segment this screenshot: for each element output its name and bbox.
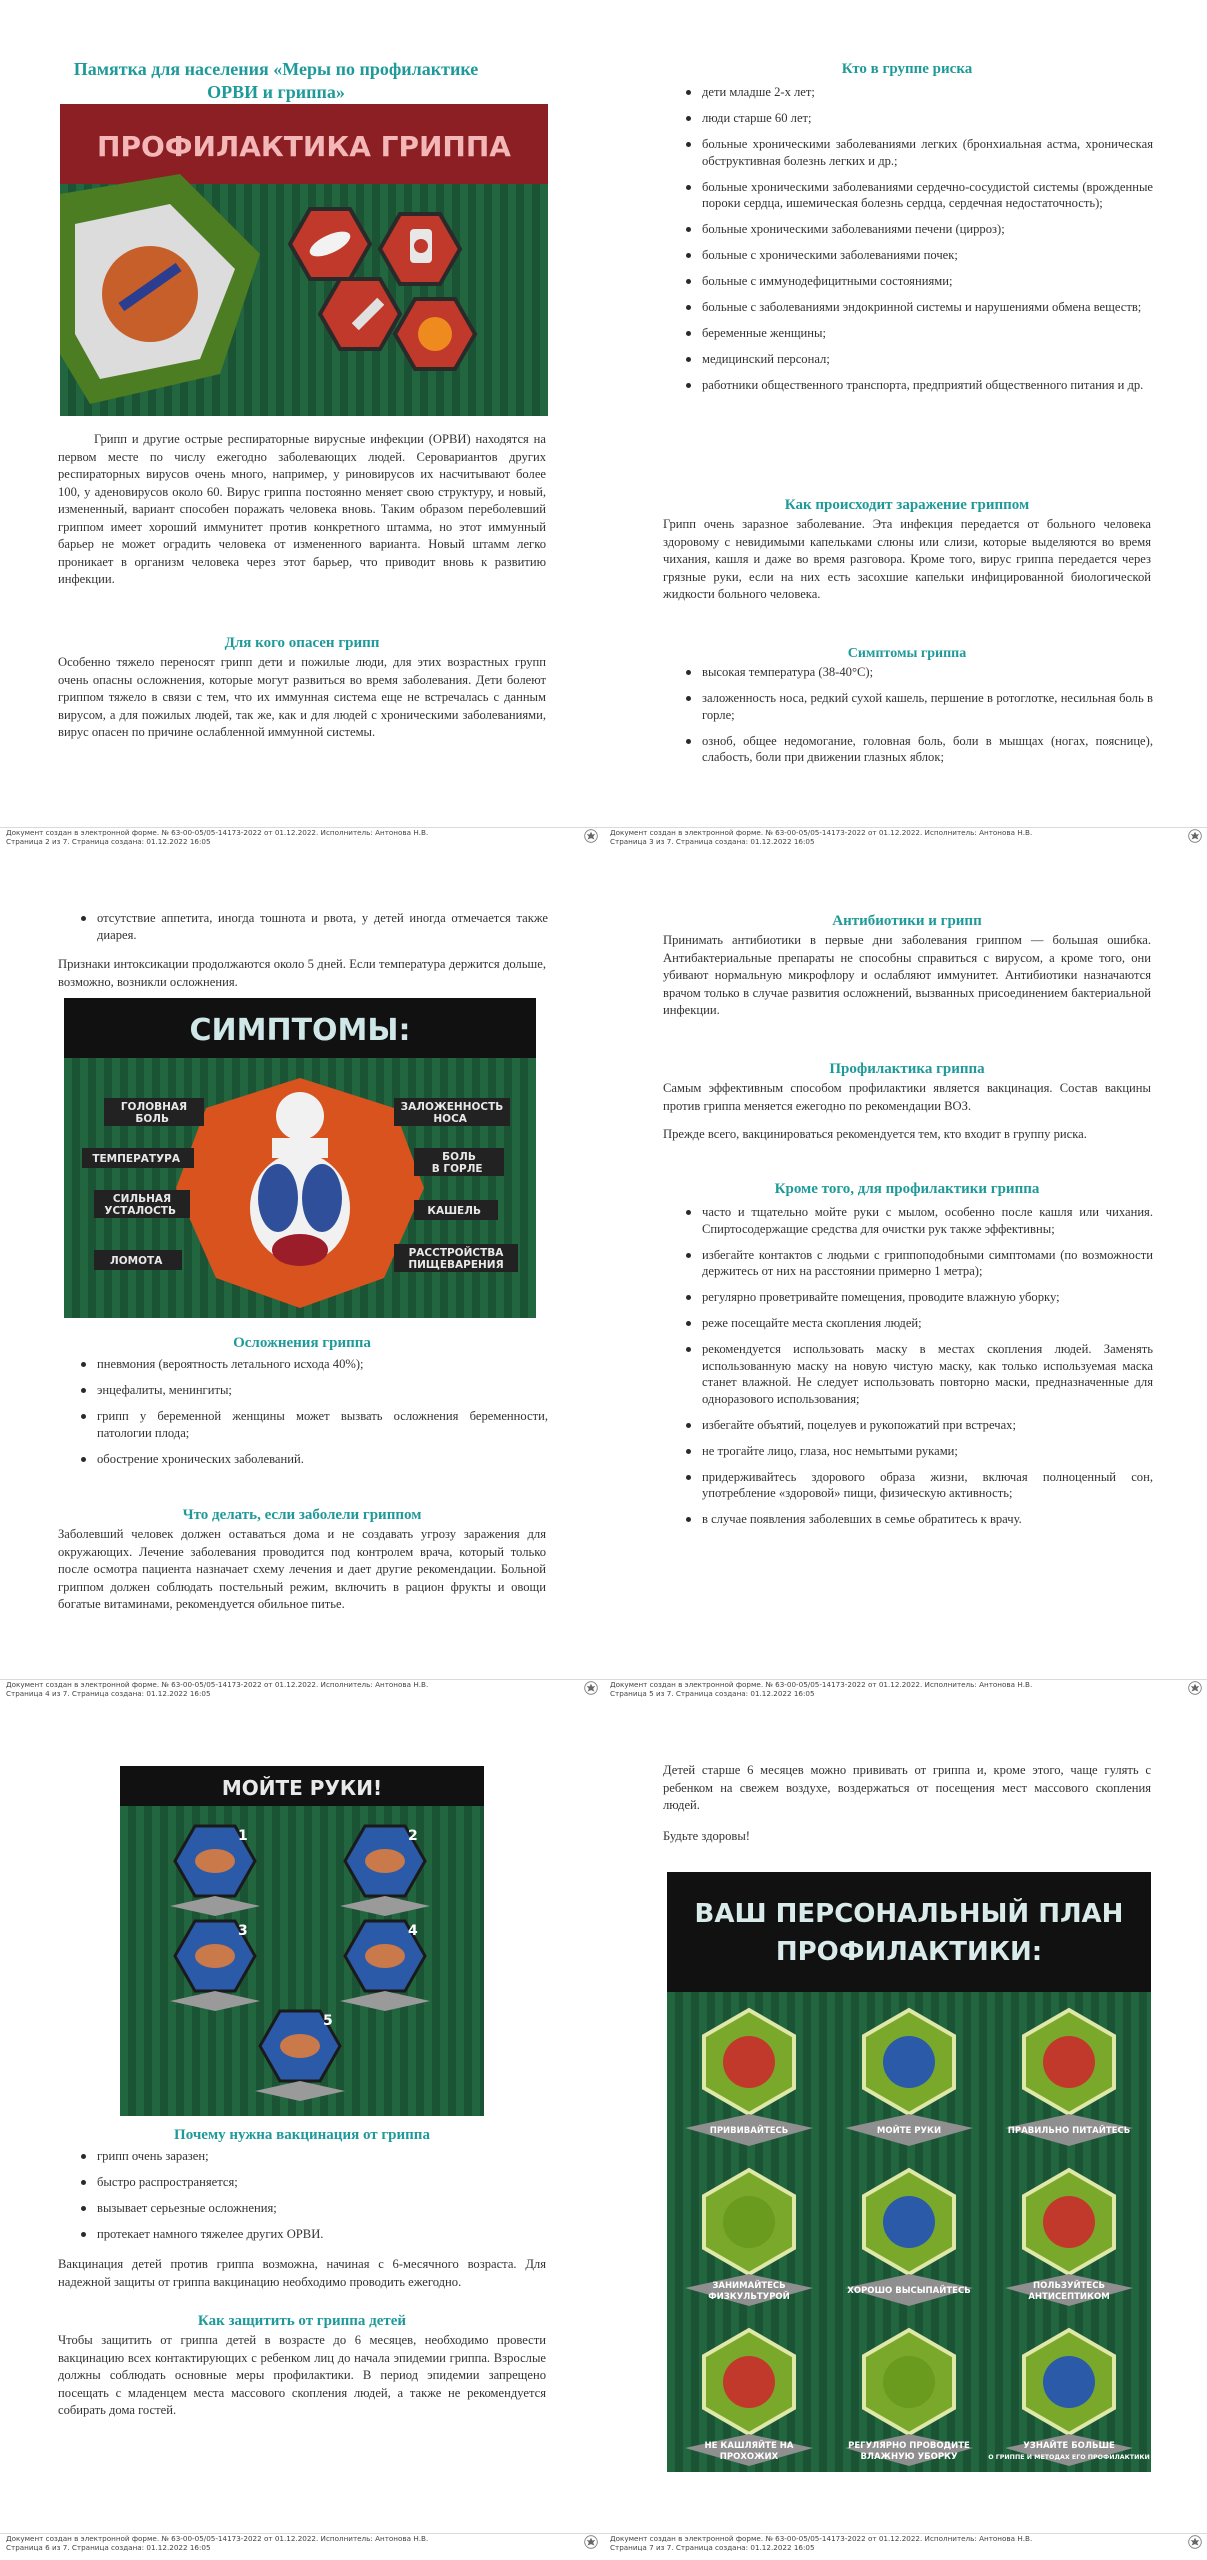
prevention-paragraph: Самым эффективным способом профилактики является вакцинация. Состав вакцины против гриппа меняется ежегодно по рекомендации ВОЗ. <box>663 1081 1151 1113</box>
step-number: 5 <box>323 2013 333 2029</box>
page-4 <box>0 850 603 1700</box>
state-emblem-icon <box>1188 829 1202 843</box>
closing-text: Будьте здоровы! <box>663 1829 750 1843</box>
personal-plan-poster <box>667 1872 1151 2472</box>
page-3 <box>603 0 1207 850</box>
step-number: 3 <box>238 1923 248 1939</box>
risk-list <box>683 84 1153 403</box>
footer-page-number: Страница 5 из 7. Страница создана: 01.12.2022 16:05 <box>610 1688 815 1698</box>
footer-page-number: Страница 6 из 7. Страница создана: 01.12.2022 16:05 <box>6 2542 211 2552</box>
tile-label-line-2: О ГРИППЕ И МЕТОДАХ ЕГО ПРОФИЛАКТИКИ <box>988 2454 1150 2461</box>
list-item: больные с хроническими заболеваниями почек; <box>683 247 1153 264</box>
tile-label-line-2: ПРОХОЖИХ <box>719 2452 779 2462</box>
list-item: в случае появления заболевших в семье обратитесь к врачу. <box>683 1511 1153 1528</box>
footer-page-2 <box>6 829 596 846</box>
list-item: грипп очень заразен; <box>78 2148 548 2165</box>
list-item: регулярно проветривайте помещения, проводите влажную уборку; <box>683 1289 1153 1306</box>
heading-prevention: Профилактика гриппа <box>829 1061 985 1077</box>
tile-illustration <box>723 2356 775 2408</box>
list-item: больные с заболеваниями эндокринной системы и нарушениями обмена веществ; <box>683 299 1153 316</box>
tile-label: НЕ КАШЛЯЙТЕ НА <box>704 2441 794 2451</box>
list-item: грипп у беременной женщины может вызвать осложнения беременности, патологии плода; <box>78 1408 548 1441</box>
footer-doc-info: Документ создан в электронной форме. № 63-00-05/05-14173-2022 от 01.12.2022. Исполнитель: Антонова Н.В. <box>6 2534 429 2543</box>
heading-infection: Как происходит заражение гриппом <box>784 497 1030 513</box>
list-item: энцефалиты, менингиты; <box>78 1382 548 1399</box>
symptoms-list-continued <box>78 910 548 953</box>
heading-why-vaccination: Почему нужна вакцинация от гриппа <box>174 2127 430 2143</box>
tile-illustration <box>883 2196 935 2248</box>
footer-doc-info: Документ создан в электронной форме. № 63-00-05/05-14173-2022 от 01.12.2022. Исполнитель: Антонова Н.В. <box>610 828 1033 837</box>
heading-complications: Осложнения гриппа <box>233 1335 371 1351</box>
page-6 <box>0 1700 603 2560</box>
page-5 <box>603 850 1207 1700</box>
poster-title-line-2: ПРОФИЛАКТИКИ: <box>775 1937 1043 1967</box>
intoxication-paragraph: Признаки интоксикации продолжаются около 5 дней. Если температура держится дольше, возможно, возникли осложнения. <box>58 957 546 989</box>
heading-who-at-danger: Для кого опасен грипп <box>224 635 380 651</box>
list-item: высокая температура (38-40°С); <box>683 664 1153 681</box>
poster-title: СИМПТОМЫ: <box>189 1013 411 1048</box>
footer-page-5 <box>610 1681 1190 1698</box>
footer-page-number: Страница 3 из 7. Страница создана: 01.12.2022 16:05 <box>610 836 815 846</box>
list-item: заложенность носа, редкий сухой кашель, першение в ротоглотке, несильная боль в горле; <box>683 690 1153 723</box>
vaccination-paragraph: Вакцинация детей против гриппа возможна, начиная с 6-месячного возраста. Для надежной защиты от гриппа вакцинацию необходимо проводить ежегодно. <box>58 2257 546 2289</box>
list-item: реже посещайте места скопления людей; <box>683 1315 1153 1332</box>
list-item: озноб, общее недомогание, головная боль, боли в мышцах (ногах, пояснице), слабость, боли при движении глазных яблок; <box>683 733 1153 766</box>
prevention-paragraph-2: Прежде всего, вакцинироваться рекомендуется тем, кто входит в группу риска. <box>663 1127 1087 1141</box>
list-item: часто и тщательно мойте руки с мылом, особенно после кашля или чихания. Спиртосодержащие средства для очистки рук также эффективны; <box>683 1204 1153 1237</box>
list-item: рекомендуется использовать маску в местах скопления людей. Заменять использованную маску на новую чистую маску, как только используемая маска станет влажной. Не следует использовать повторно маски, предназначенные для одноразового использования; <box>683 1341 1153 1407</box>
svg-text:ГОЛОВНАЯБОЛЬ ТЕМПЕРАТУ: ГОЛОВНАЯ БОЛЬ ТЕМПЕРАТУРА СИЛЬНАЯ УСТАЛОСТЬ ЛОМОТА ЗАЛОЖЕННОСТЬ НОСА БОЛЬ В ГОРЛЕ КАШЕЛЬ РАССТРОЙСТВА ПИЩЕВАРЕНИЯ <box>92 1101 504 1271</box>
poster-title: МОЙТЕ РУКИ! <box>221 1776 383 1800</box>
tile-label: ПРИВИВАЙТЕСЬ <box>709 2126 789 2136</box>
tile-label-line-2: АНТИСЕПТИКОМ <box>1028 2292 1110 2302</box>
heading-risk-group: Кто в группе риска <box>841 61 973 77</box>
footer-doc-info: Документ создан в электронной форме. № 63-00-05/05-14173-2022 от 01.12.2022. Исполнитель: Антонова Н.В. <box>6 1680 429 1689</box>
tile-label: ЗАНИМАЙТЕСЬ <box>712 2281 786 2291</box>
list-item: обострение хронических заболеваний. <box>78 1451 548 1468</box>
tile-illustration <box>883 2356 935 2408</box>
list-item: люди старше 60 лет; <box>683 110 1153 127</box>
list-item: придерживайтесь здорового образа жизни, включая полноценный сон, употребление «здоровой» пищи, физическую активность; <box>683 1469 1153 1502</box>
list-item: вызывает серьезные осложнения; <box>78 2200 548 2217</box>
state-emblem-icon <box>1188 2535 1202 2549</box>
step-number: 2 <box>408 1828 418 1844</box>
state-emblem-icon <box>584 1681 598 1695</box>
list-item: избегайте контактов с людьми с гриппоподобными симптомами (по возможности держитесь от них на расстоянии примерно 1 метра); <box>683 1247 1153 1280</box>
list-item: дети младше 2-х лет; <box>683 84 1153 101</box>
list-item: больные хроническими заболеваниями легких (бронхиальная астма, хроническая обструктивная болезнь легких и др.; <box>683 136 1153 169</box>
vaccination-reasons-list <box>78 2148 548 2252</box>
poster-title-line-1: ВАШ ПЕРСОНАЛЬНЫЙ ПЛАН <box>694 1899 1124 1929</box>
banner-title: ПРОФИЛАКТИКА ГРИППА <box>97 130 511 163</box>
tile-illustration <box>723 2036 775 2088</box>
tile-label: РЕГУЛЯРНО ПРОВОДИТЕ <box>848 2441 970 2451</box>
tile-label: ХОРОШО ВЫСЫПАЙТЕСЬ <box>847 2286 971 2296</box>
footer-page-6 <box>6 2535 596 2552</box>
older-children-paragraph: Детей старше 6 месяцев можно прививать от гриппа и, кроме этого, чаще гулять с ребенком на свежем воздухе, воздержаться от посещения мест массового скопления людей. <box>663 1763 1151 1812</box>
heading-additionally: Кроме того, для профилактики гриппа <box>774 1181 1040 1197</box>
what-to-do-paragraph: Заболевший человек должен оставаться дома и не создавать угрозу заражения для окружающих. Лечение заболевания проводится под контролем врача, который только после осмотра пациента назначает схему лечения и дает другие рекомендации. Больной гриппом должен соблюдать постельный режим, включить в рацион фрукты и овощи богатые витаминами, рекомендуется обильное питье. <box>58 1527 546 1611</box>
heading-antibiotics: Антибиотики и грипп <box>832 913 982 929</box>
tile-label: МОЙТЕ РУКИ <box>876 2126 942 2136</box>
tile-label: ПРАВИЛЬНО ПИТАЙТЕСЬ <box>1007 2126 1131 2136</box>
tile-label: УЗНАЙТЕ БОЛЬШЕ <box>1023 2441 1115 2451</box>
list-item: больные хроническими заболеваниями печени (цирроз); <box>683 221 1153 238</box>
intro-paragraph: Грипп и другие острые респираторные вирусные инфекции (ОРВИ) находятся на первом месте по числу ежегодно заболевающих людей. Серовариантов других респираторных вирусов очень много, например, у риновирусов их насчитывают более 100, у аденовирусов около 60. Вирус гриппа постоянно меняет свою структуру, и новый, измененный, вариант способен поражать человека вновь. Таким образом переболевший гриппом имеет хороший иммунитет против конкретного штамма, но этот иммунный барьер не может оградить человека от измененного варианта. Новый штамм легко проникает в организм человека через этот барьер, что приводит вновь к развитию инфекции. <box>58 432 546 586</box>
tile-illustration <box>1043 2356 1095 2408</box>
danger-paragraph: Особенно тяжело переносят грипп дети и пожилые люди, для этих возрастных групп очень опасны осложнения, которые могут развиться во время заболевания. Дети болеют гриппом тяжело в связи с тем, что их иммунная система еще не встречалась с данным вирусом, а для пожилых людей, так же, как и для людей с хроническими заболеваниями, вирус опасен по причине ослабленной иммунной системы. <box>58 655 546 739</box>
footer-doc-info: Документ создан в электронной форме. № 63-00-05/05-14173-2022 от 01.12.2022. Исполнитель: Антонова Н.В. <box>610 2534 1033 2543</box>
list-item: отсутствие аппетита, иногда тошнота и рвота, у детей иногда отмечается также диарея. <box>78 910 548 943</box>
list-item: протекает намного тяжелее других ОРВИ. <box>78 2226 548 2243</box>
list-item: беременные женщины; <box>683 325 1153 342</box>
footer-page-7 <box>610 2535 1190 2552</box>
complications-list <box>78 1356 548 1477</box>
flu-prevention-banner <box>60 104 548 416</box>
footer-page-3 <box>610 829 1190 846</box>
children-paragraph: Чтобы защитить от гриппа детей в возрасте до 6 месяцев, необходимо провести вакцинацию всех контактирующих с ребенком лиц до начала эпидемии гриппа. Взрослые должны соблюдать основные меры профилактики. В период эпидемии запрещено посещать с младенцем места массового скопления людей, а также не рекомендуется собирать дома гостей. <box>58 2333 546 2417</box>
state-emblem-icon <box>584 829 598 843</box>
symptoms-list <box>683 664 1153 775</box>
list-item: больные с иммунодефицитными состояниями; <box>683 273 1153 290</box>
list-item: быстро распространяется; <box>78 2174 548 2191</box>
footer-page-number: Страница 7 из 7. Страница создана: 01.12.2022 16:05 <box>610 2542 815 2552</box>
tile-label-line-2: ФИЗКУЛЬТУРОЙ <box>708 2292 790 2302</box>
list-item: медицинский персонал; <box>683 351 1153 368</box>
list-item: больные хроническими заболеваниями сердечно-сосудистой системы (врожденные пороки сердца, ишемическая болезнь сердца, сердечная недостаточность); <box>683 179 1153 212</box>
tile-illustration <box>1043 2196 1095 2248</box>
tile-label-line-2: ВЛАЖНУЮ УБОРКУ <box>860 2452 958 2462</box>
list-item: пневмония (вероятность летального исхода 40%); <box>78 1356 548 1373</box>
tile-illustration <box>883 2036 935 2088</box>
step-number: 1 <box>238 1828 248 1844</box>
footer-doc-info: Документ создан в электронной форме. № 63-00-05/05-14173-2022 от 01.12.2022. Исполнитель: Антонова Н.В. <box>610 1680 1033 1689</box>
footer-page-number: Страница 4 из 7. Страница создана: 01.12.2022 16:05 <box>6 1688 211 1698</box>
list-item: работники общественного транспорта, предприятий общественного питания и др. <box>683 377 1153 394</box>
prevention-list <box>683 1204 1153 1537</box>
page-7 <box>603 1700 1207 2560</box>
step-number: 4 <box>408 1923 418 1939</box>
footer-doc-info: Документ создан в электронной форме. № 63-00-05/05-14173-2022 от 01.12.2022. Исполнитель: Антонова Н.В. <box>6 828 429 837</box>
tile-illustration <box>1043 2036 1095 2088</box>
state-emblem-icon <box>1188 1681 1202 1695</box>
infection-paragraph: Грипп очень заразное заболевание. Эта инфекция передается от больного человека здоровому с невидимыми капельками слюны или слизи, которые выделяются во время чихания, кашля и даже во время разговора. Кроме того, вирус гриппа передается через грязные руки, если на них есть засохшие капельки инфицированной биологической жидкости больного человека. <box>663 517 1151 601</box>
list-item: не трогайте лицо, глаза, нос немытыми руками; <box>683 1443 1153 1460</box>
document-title: Памятка для населения «Меры по профилактике ОРВИ и гриппа» <box>73 59 479 102</box>
list-item: избегайте объятий, поцелуев и рукопожатий при встречах; <box>683 1417 1153 1434</box>
wash-hands-poster <box>120 1766 484 2116</box>
page-2 <box>0 0 603 850</box>
footer-page-4 <box>6 1681 596 1698</box>
heading-protect-children: Как защитить от гриппа детей <box>197 2313 407 2329</box>
tile-label: ПОЛЬЗУЙТЕСЬ <box>1033 2281 1105 2291</box>
state-emblem-icon <box>584 2535 598 2549</box>
symptoms-poster <box>64 998 536 1318</box>
heading-what-to-do: Что делать, если заболели гриппом <box>182 1507 422 1523</box>
heading-symptoms: Симптомы гриппа <box>847 646 967 661</box>
antibiotics-paragraph: Принимать антибиотики в первые дни заболевания гриппом — большая ошибка. Антибактериальные препараты не способны справиться с вирусом, а кроме того, они убивают нормальную микрофлору и ослабляют иммунитет. Антибиотики назначаются врачом только в случае развития осложнений, вызванных присоединением бактериальной инфекции. <box>663 933 1151 1017</box>
tile-illustration <box>723 2196 775 2248</box>
footer-page-number: Страница 2 из 7. Страница создана: 01.12.2022 16:05 <box>6 836 211 846</box>
